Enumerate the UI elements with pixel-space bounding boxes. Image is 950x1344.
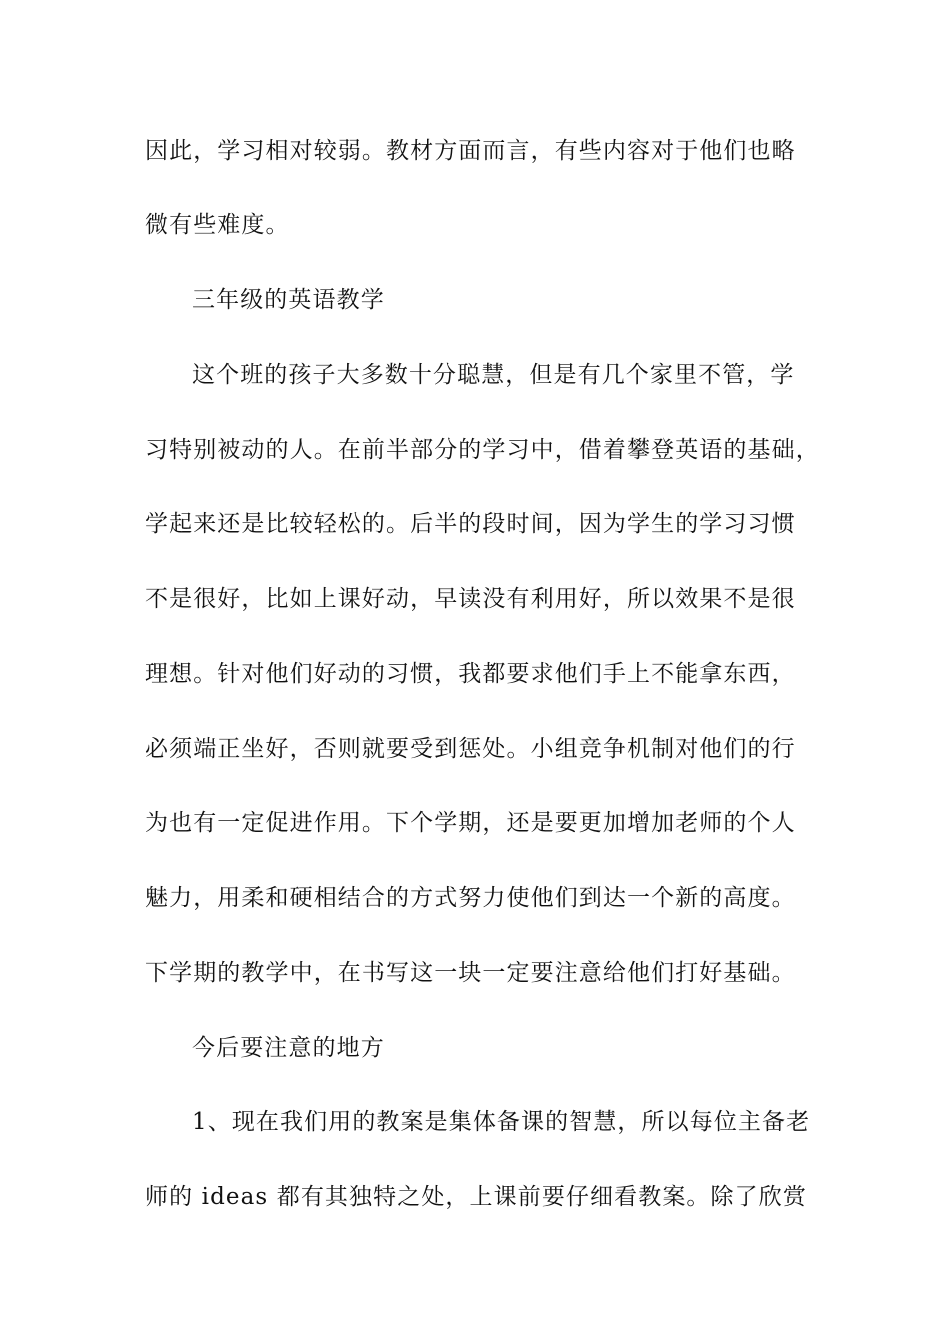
text-line-7: 不是很好，比如上课好动，早读没有利用好，所以效果不是很 bbox=[145, 586, 796, 612]
text-line-4: 这个班的孩子大多数十分聪慧，但是有几个家里不管，学 bbox=[192, 362, 795, 388]
section-heading-english-teaching: 三年级的英语教学 bbox=[192, 287, 385, 313]
text-line-1: 因此，学习相对较弱。教材方面而言，有些内容对于他们也略 bbox=[145, 138, 796, 164]
text-line-15: 师的 ideas 都有其独特之处，上课前要仔细看教案。除了欣赏 bbox=[145, 1184, 807, 1210]
text-line-2: 微有些难度。 bbox=[145, 212, 290, 238]
text-line-14: 1、现在我们用的教案是集体备课的智慧，所以每位主备老 bbox=[192, 1109, 811, 1135]
text-line-5: 习特别被动的人。在前半部分的学习中，借着攀登英语的基础， bbox=[145, 437, 820, 463]
text-line-12: 下学期的教学中，在书写这一块一定要注意给他们打好基础。 bbox=[145, 960, 796, 986]
section-heading-future-notes: 今后要注意的地方 bbox=[192, 1035, 385, 1061]
text-line-11: 魅力，用柔和硬相结合的方式努力使他们到达一个新的高度。 bbox=[145, 885, 796, 911]
text-line-8: 理想。针对他们好动的习惯，我都要求他们手上不能拿东西， bbox=[145, 661, 796, 687]
text-line-6: 学起来还是比较轻松的。后半的段时间，因为学生的学习习惯 bbox=[145, 511, 796, 537]
text-line-9: 必须端正坐好，否则就要受到惩处。小组竞争机制对他们的行 bbox=[145, 736, 796, 762]
text-line-10: 为也有一定促进作用。下个学期，还是要更加增加老师的个人 bbox=[145, 810, 796, 836]
